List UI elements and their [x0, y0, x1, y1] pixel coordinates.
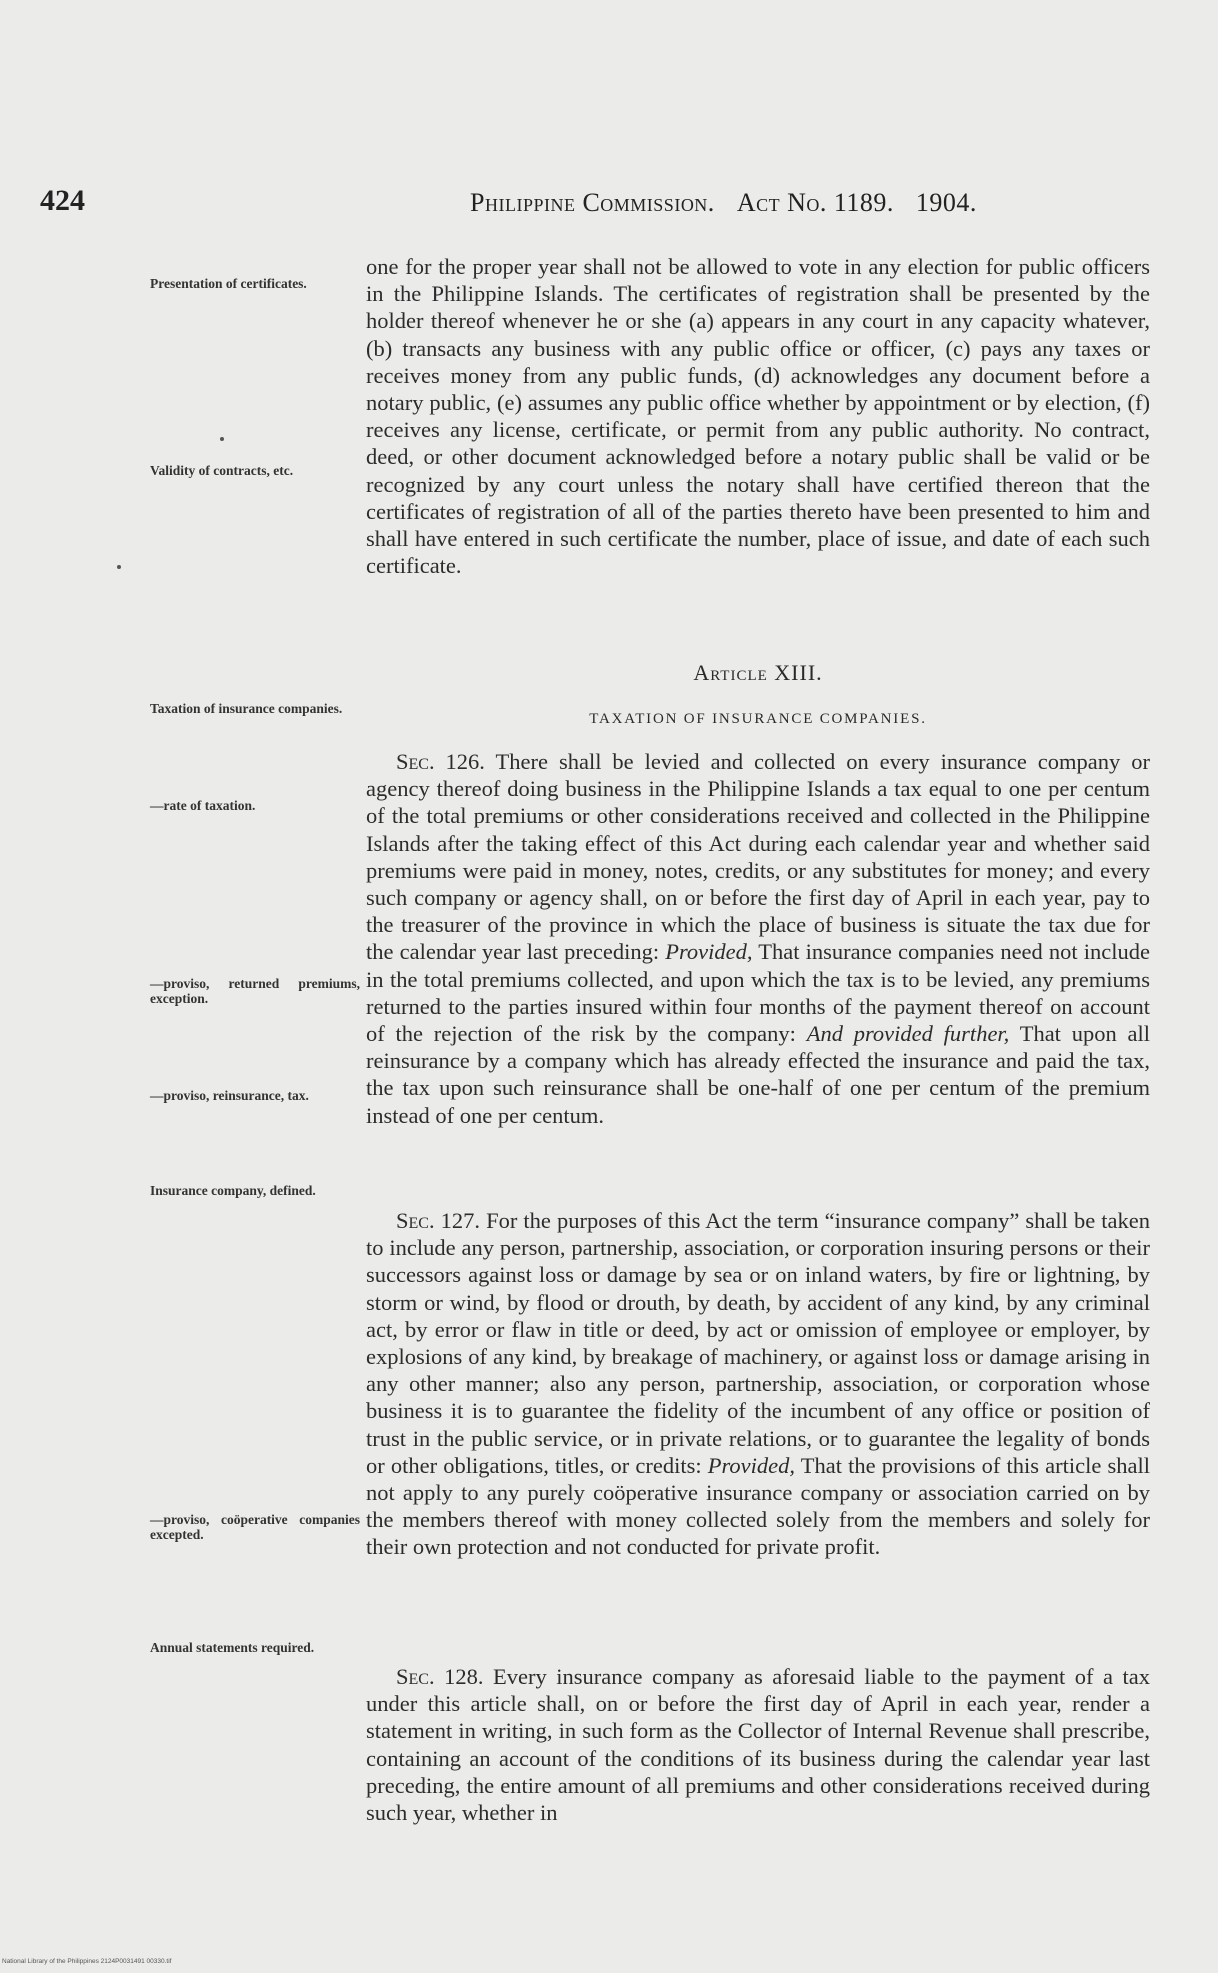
- sec-127-proviso-text: That the provisions of this article shall not apply to any purely coöperative insurance company or association carried on by the members thereof with money collected solely from the members and solely for their own protection and not conducted for private profit.: [366, 1452, 1151, 1560]
- article-heading: Article XIII.: [693, 660, 823, 685]
- margin-note-proviso-cooperative: —proviso, coöperative companies excepted.: [150, 1512, 360, 1542]
- continuation-paragraph: one for the proper year shall not be allowed to vote in any election for public officers in the Philippine Islands. The certificates of registration shall be presented by the holder thereof whenever he or she (a) appears in any court in any capacity whatever, (b) transacts any business with any public office or officer, (c) pays any taxes or receives money from any public funds, (d) acknowledges any document before a notary public, (e) assumes any public office whether by appointment or by election, (f) receives any license, certificate, or permit from any public authority. No contract, deed, or other document acknowledged before a notary public shall be valid or be recognized by any court unless the notary shall have certified thereon that the certificates of registration of all of the parties thereto have been presented to him and shall have entered in such certificate the number, place of issue, and date of each such certificate.: [366, 254, 1150, 579]
- section-126: [366, 748, 1150, 1129]
- page-number: 424: [40, 184, 85, 217]
- margin-note-rate-of-taxation: —rate of taxation.: [150, 798, 256, 813]
- margin-note-insurance-company-defined: Insurance company, defined.: [150, 1183, 316, 1198]
- section-128: [366, 1663, 1150, 1826]
- sec-126-label: Sec. 126.: [396, 749, 485, 774]
- section-heading: TAXATION OF INSURANCE COMPANIES.: [589, 711, 927, 727]
- margin-note-proviso-reinsurance: —proviso, reinsurance, tax.: [150, 1088, 309, 1103]
- sec-126-proviso-text: That insurance companies need not include in the total premiums collected, and upon which the tax is to be levied, any premiums returned to the parties insured within four months of the payment thereof on account of the rejection of the risk by the company:: [366, 939, 1151, 1047]
- scan-speck: [117, 565, 121, 569]
- running-head-act: Act No. 1189.: [736, 188, 894, 217]
- sec-126-reinsurance-text: That upon all reinsurance by a company which has already effected the insurance and paid the tax, the tax upon such reinsurance shall be one-half of one per centum of the premium instead of one per centum.: [366, 1021, 1150, 1128]
- margin-note-taxation-of-insurance-companies: Taxation of insurance companies.: [150, 701, 343, 716]
- margin-note-proviso-returned-premiums: —proviso, returned premiums, exception.: [150, 976, 360, 1006]
- margin-note-annual-statements: Annual statements required.: [150, 1640, 315, 1655]
- scan-footer: National Library of the Philippines 2124P0031491 00330.tif: [2, 1958, 172, 1965]
- sec-127-label: Sec. 127.: [396, 1208, 481, 1233]
- sec-127-provided: Provided,: [707, 1452, 796, 1478]
- running-head: [470, 188, 977, 218]
- margin-note-presentation-of-certificates: Presentation of certificates.: [150, 276, 307, 291]
- sec-126-text: There shall be levied and collected on every insurance company or agency thereof doing business in the Philippine Islands a tax equal to one per centum of the total premiums or other considerations received and collected in the Philippine Islands after the taking effect of this Act during each calendar year and whether said premiums were paid in money, notes, credits, or any substitutes for money; and every such company or agency shall, on or before the first day of April in each year, pay to the treasurer of the province in which the place of business is situate the tax due for the calendar year last preceding:: [366, 749, 1151, 965]
- running-head-publication: Philippine Commission.: [470, 188, 715, 217]
- sec-126-provided: Provided,: [665, 939, 753, 965]
- sec-128-text: Every insurance company as aforesaid liable to the payment of a tax under this article shall, on or before the first day of April in each year, render a statement in writing, in such form as the Collector of Internal Revenue shall prescribe, containing an account of the conditions of its business during the calendar year last preceding, the entire amount of all premiums and other considerations received during such year, whether in: [366, 1664, 1151, 1826]
- running-head-year: 1904.: [915, 188, 977, 217]
- scan-speck: [220, 437, 224, 441]
- sec-127-text: For the purposes of this Act the term “insurance company” shall be taken to include any person, partnership, association, or corporation insuring persons or their successors against loss or damage by sea or on inland waters, by fire or lightning, by storm or wind, by flood or drouth, by death, by accident of any kind, by any criminal act, by error or flaw in title or deed, by act or omission of employee or employer, by explosions of any kind, by breakage of machinery, or against loss or damage arising in any other manner; also any person, partnership, association, or corporation whose business it is to guarantee the fidelity of the incumbent of any office or position of trust in the public service, or in private relations, or to guarantee the legality of bonds or other obligations, titles, or credits:: [366, 1208, 1150, 1478]
- section-127: [366, 1207, 1150, 1561]
- sec-126-provided-further: And provided further,: [806, 1021, 1010, 1047]
- margin-note-validity-of-contracts: Validity of contracts, etc.: [150, 463, 294, 478]
- sec-128-label: Sec. 128.: [396, 1664, 484, 1689]
